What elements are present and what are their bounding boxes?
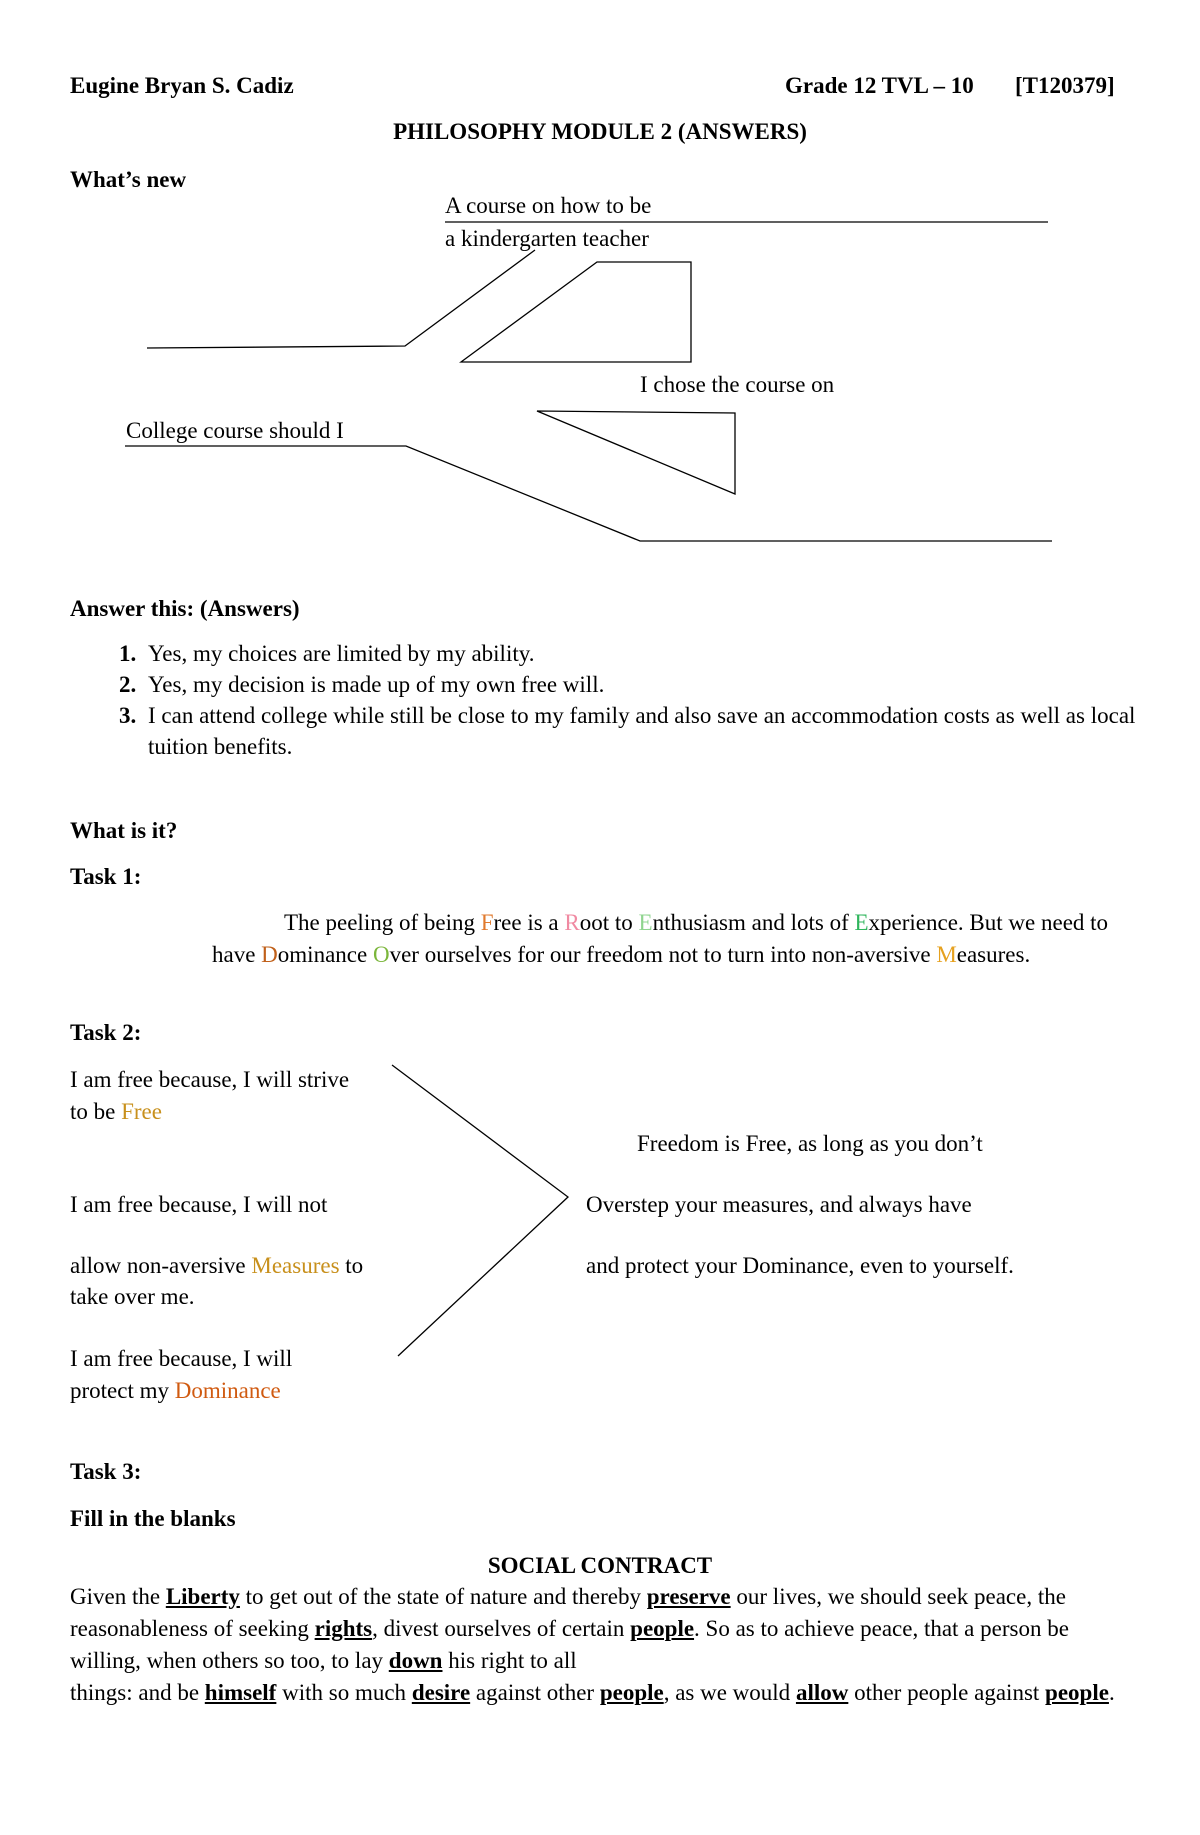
task2-heading: Task 2: bbox=[70, 1020, 142, 1045]
acrostic-letter-f: F bbox=[480, 910, 494, 935]
task2-result-line2: Overstep your measures, and always have bbox=[586, 1192, 972, 1217]
task2-arrow-line bbox=[392, 1065, 568, 1356]
lower-path-line bbox=[125, 446, 1052, 541]
course-label-line1: A course on how to be bbox=[445, 193, 652, 218]
blank-answer: rights bbox=[314, 1616, 373, 1641]
blank-answer: himself bbox=[204, 1680, 277, 1705]
task2-result-line1: Freedom is Free, as long as you don’t bbox=[637, 1131, 983, 1156]
answer-this-heading: Answer this: (Answers) bbox=[70, 596, 300, 621]
task2-item1-line2: to be Free bbox=[70, 1099, 162, 1124]
task3-heading: Task 3: bbox=[70, 1459, 142, 1484]
what-is-it-heading: What is it? bbox=[70, 818, 178, 843]
blank-answer: Liberty bbox=[165, 1584, 240, 1609]
keyword-free: Free bbox=[121, 1099, 162, 1124]
task2-item1-line1: I am free because, I will strive bbox=[70, 1067, 350, 1092]
college-label: College course should I bbox=[126, 418, 344, 443]
social-contract-paragraph: Given the Liberty to get out of the state of nature and thereby preserve our lives, we should seek peace, the reasonableness of seeking rights, divest ourselves of certain people. So as to achieve peace, that a person be willing, when others so too, to lay down his right to all things: and be himself with so much desire against other people, as we would allow other people against people. bbox=[70, 1584, 1115, 1705]
blank-answer: preserve bbox=[646, 1584, 731, 1609]
task2-item2-line3: take over me. bbox=[70, 1284, 195, 1309]
course-label-line2: a kindergarten teacher bbox=[445, 226, 649, 251]
task2-item2-line1: I am free because, I will not bbox=[70, 1192, 328, 1217]
task1-heading: Task 1: bbox=[70, 864, 142, 889]
chose-label: I chose the course on bbox=[640, 372, 835, 397]
blank-answer: allow bbox=[795, 1680, 849, 1705]
answer-item: 2. Yes, my decision is made up of my own free will. bbox=[142, 669, 1152, 700]
acrostic-letter-e1: E bbox=[638, 910, 653, 935]
task2-result-line3: and protect your Dominance, even to yourself. bbox=[586, 1253, 1014, 1278]
page-title: PHILOSOPHY MODULE 2 (ANSWERS) bbox=[393, 119, 807, 144]
student-code: [T120379] bbox=[1015, 73, 1115, 98]
keyword-dominance: Dominance bbox=[174, 1378, 281, 1403]
acrostic-letter-r: R bbox=[564, 910, 580, 935]
whats-new-heading: What’s new bbox=[70, 167, 187, 192]
keyword-measures: Measures bbox=[251, 1253, 340, 1278]
task2-item3-line1: I am free because, I will bbox=[70, 1346, 293, 1371]
blank-answer: people bbox=[1045, 1680, 1109, 1705]
student-name: Eugine Bryan S. Cadiz bbox=[70, 73, 294, 98]
blank-answer: people bbox=[630, 1616, 695, 1641]
acrostic-letter-m: M bbox=[936, 942, 957, 967]
task3-subheading: Fill in the blanks bbox=[70, 1506, 236, 1531]
acrostic-letter-o: O bbox=[372, 942, 390, 967]
answers-list bbox=[106, 638, 1152, 762]
upper-path-line bbox=[147, 250, 535, 348]
upper-triangle bbox=[461, 262, 691, 362]
answer-item: 1. Yes, my choices are limited by my ability. bbox=[142, 638, 1152, 669]
grade-section: Grade 12 TVL – 10 bbox=[785, 73, 974, 98]
answer-item: 3. I can attend college while still be close to my family and also save an accommodation costs as well as local tuition benefits. bbox=[142, 700, 1152, 762]
acrostic-letter-e2: E bbox=[854, 910, 869, 935]
social-contract-title: SOCIAL CONTRACT bbox=[487, 1553, 713, 1578]
blank-answer: people bbox=[599, 1680, 664, 1705]
acrostic-letter-d: D bbox=[261, 942, 278, 967]
task2-item2-line2: allow non-aversive Measures to bbox=[70, 1253, 364, 1278]
task1-paragraph: The peeling of being Free is a Root to Enthusiasm and lots of Experience. But we need to have Dominance Over ourselves for our freedom not to turn into non-aversive Measures. bbox=[212, 910, 1109, 967]
lower-triangle bbox=[537, 411, 735, 494]
blank-answer: desire bbox=[411, 1680, 471, 1705]
task2-item3-line2: protect my Dominance bbox=[70, 1378, 281, 1403]
blank-answer: down bbox=[388, 1648, 443, 1673]
